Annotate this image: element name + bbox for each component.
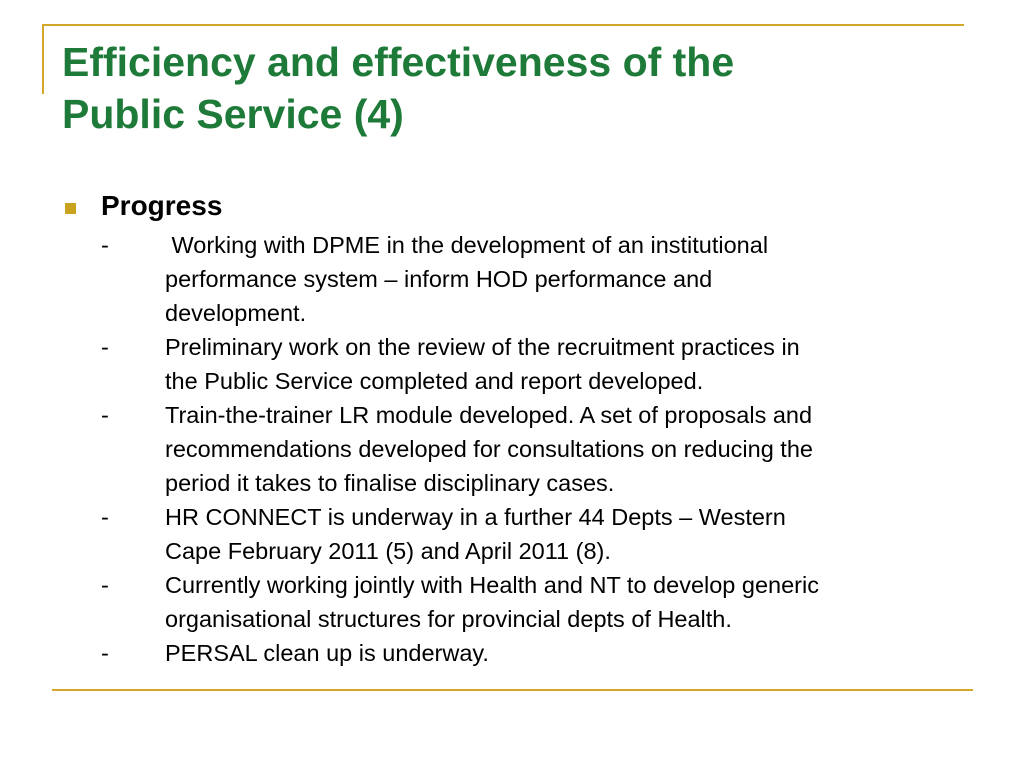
list-item-line: period it takes to finalise disciplinary cases. (165, 470, 615, 496)
section-heading: Progress (101, 190, 223, 221)
list-item-line: Train-the-trainer LR module developed. A set of proposals and (165, 402, 813, 428)
list-item-line: PERSAL clean up is underway. (165, 640, 489, 666)
list-item-text (165, 398, 965, 500)
list-item-line: Currently working jointly with Health and NT to develop generic (165, 572, 819, 598)
list-item-text (165, 500, 965, 568)
list-item-dash: - (101, 640, 109, 666)
square-bullet-icon (65, 203, 76, 214)
bottom-rule (52, 689, 973, 691)
list-item-dash: - (101, 232, 109, 258)
list-item-line: the Public Service completed and report developed. (165, 368, 704, 394)
list-item-line: organisational structures for provincial depts of Health. (165, 606, 732, 632)
list-item-line: development. (165, 300, 307, 326)
list-item-text (165, 636, 965, 670)
list-item-text (165, 568, 965, 636)
list-item-line: recommendations developed for consultations on reducing the (165, 436, 813, 462)
list-item-line: performance system – inform HOD performance and (165, 266, 713, 292)
slide-title-line-2: Public Service (4) (62, 91, 404, 137)
list-item-line: Working with DPME in the development of an institutional (165, 232, 769, 258)
list-item-dash: - (101, 504, 109, 530)
list-item-line: HR CONNECT is underway in a further 44 Depts – Western (165, 504, 786, 530)
list-item-dash: - (101, 572, 109, 598)
list-item-text (165, 330, 965, 398)
list-item-text (165, 228, 965, 330)
list-item-dash: - (101, 334, 109, 360)
list-item-dash: - (101, 402, 109, 428)
list-item-line: Preliminary work on the review of the recruitment practices in (165, 334, 800, 360)
slide-title-line-1: Efficiency and effectiveness of the (62, 39, 735, 85)
list-item-line: Cape February 2011 (5) and April 2011 (8). (165, 538, 611, 564)
